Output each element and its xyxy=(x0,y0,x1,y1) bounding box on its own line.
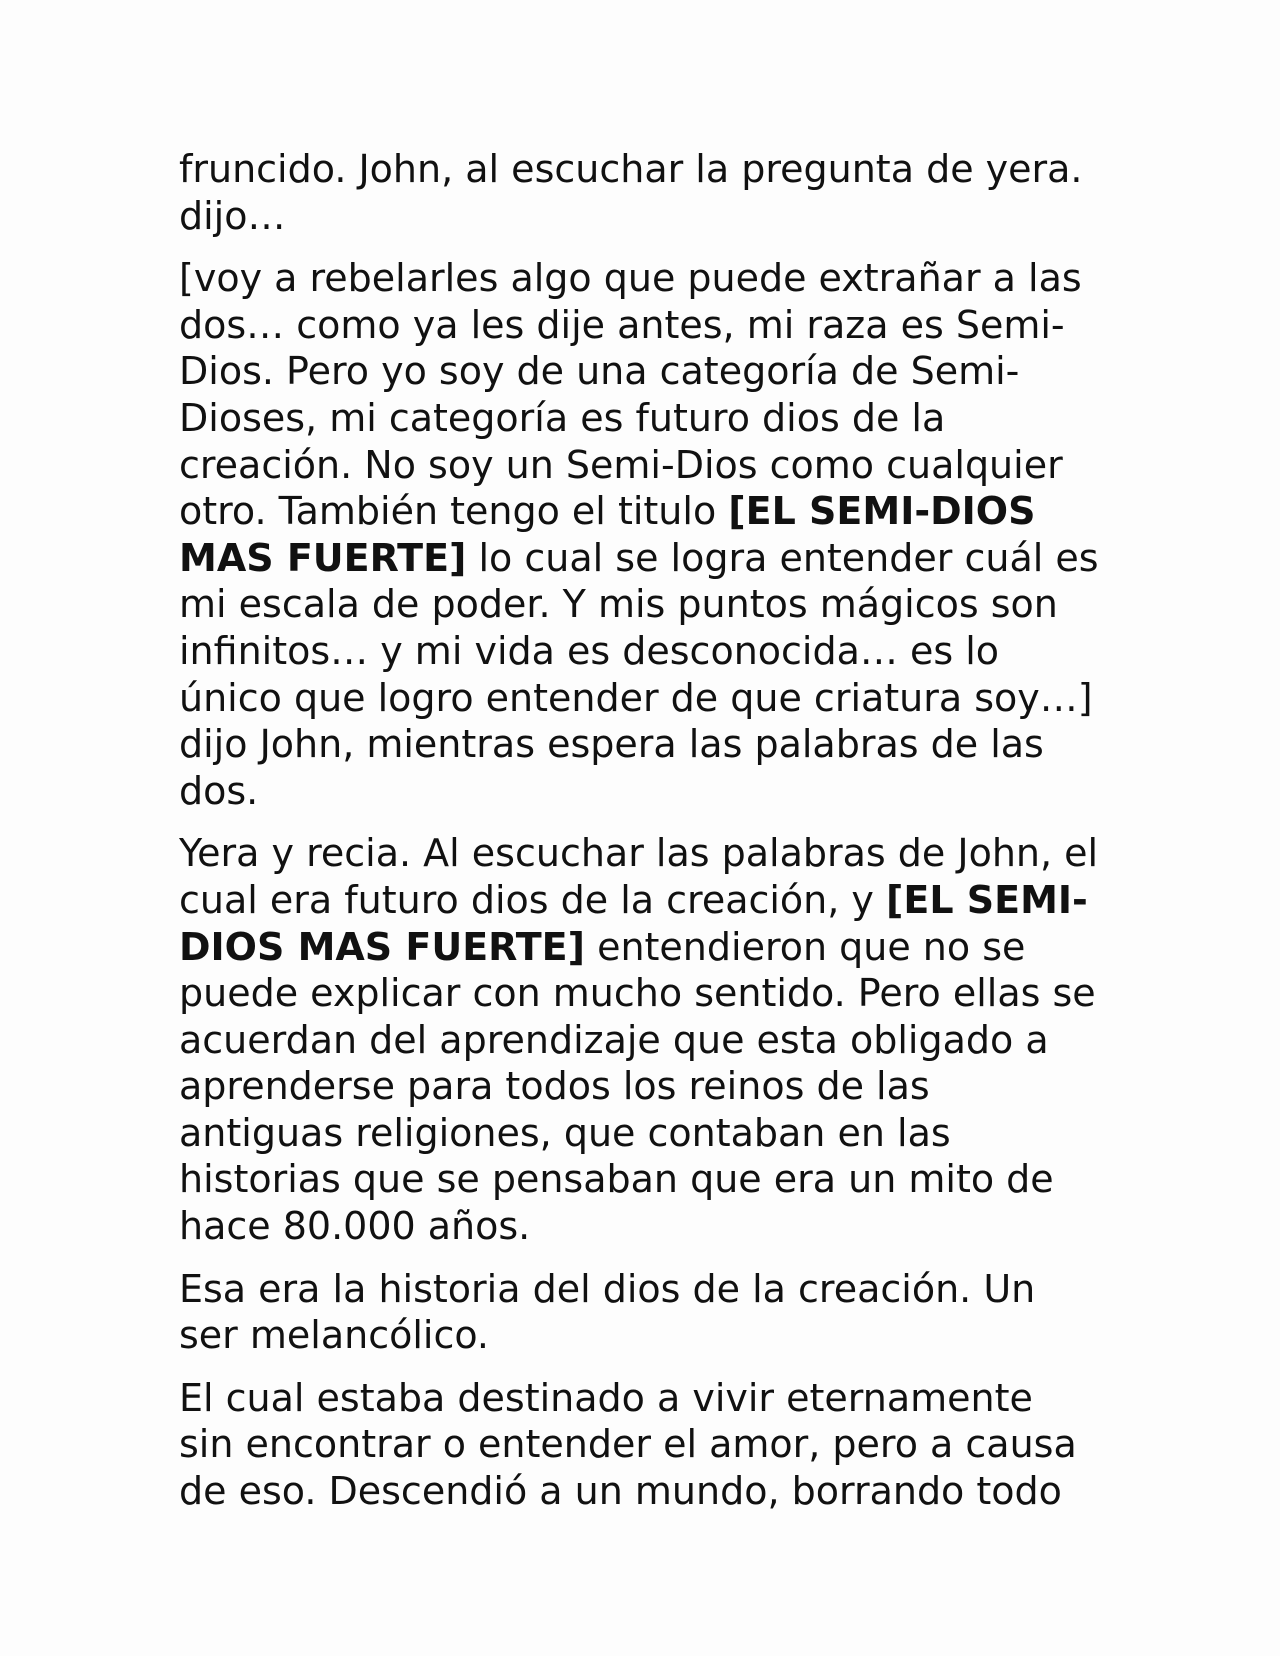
text-segment: Yera y recia. Al escuchar las palabras de John, el cual era futuro dios de la creación, y xyxy=(179,831,1099,922)
paragraph xyxy=(179,830,1099,1249)
text-segment: fruncido. John, al escuchar la pregunta de yera. dijo… xyxy=(179,147,1083,238)
text-segment: [voy a rebelarles algo que puede extrañar a las dos… como ya les dije antes, mi raza es Semi-Dios. Pero yo soy de una categoría de Semi-Dioses, mi categoría es futuro dios de la creación. No soy un Semi-Dios como cualquier otro. También tengo el titulo xyxy=(179,256,1082,534)
paragraph xyxy=(179,1375,1099,1515)
text-segment: El cual estaba destinado a vivir eternamente sin encontrar o entender el amor, pero a causa de eso. Descendió a un mundo, borrando todo xyxy=(179,1375,1077,1514)
bold-title: [EL SEMI-DIOS MAS FUERTE] xyxy=(179,877,1088,969)
body-text xyxy=(179,146,1099,1531)
text-segment: Esa era la historia del dios de la creación. Un ser melancólico. xyxy=(179,1266,1036,1358)
text-segment: lo cual se logra entender cuál es mi escala de poder. Y mis puntos mágicos son infinitos… y mi vida es desconocida… es lo único que logro entender de que criatura soy…] dijo John, mientras espera las palabras de las dos. xyxy=(179,535,1099,813)
bold-title: [EL SEMI-DIOS MAS FUERTE] xyxy=(179,489,1036,580)
paragraph xyxy=(179,255,1099,814)
text-segment: entendieron que no se puede explicar con mucho sentido. Pero ellas se acuerdan del aprendizaje que esta obligado a aprenderse para todos los reinos de las antiguas religiones, que contaban en las historias que se pensaban que era un mito de hace 80.000 años. xyxy=(179,924,1096,1249)
paragraph xyxy=(179,146,1099,239)
paragraph xyxy=(179,1266,1099,1359)
